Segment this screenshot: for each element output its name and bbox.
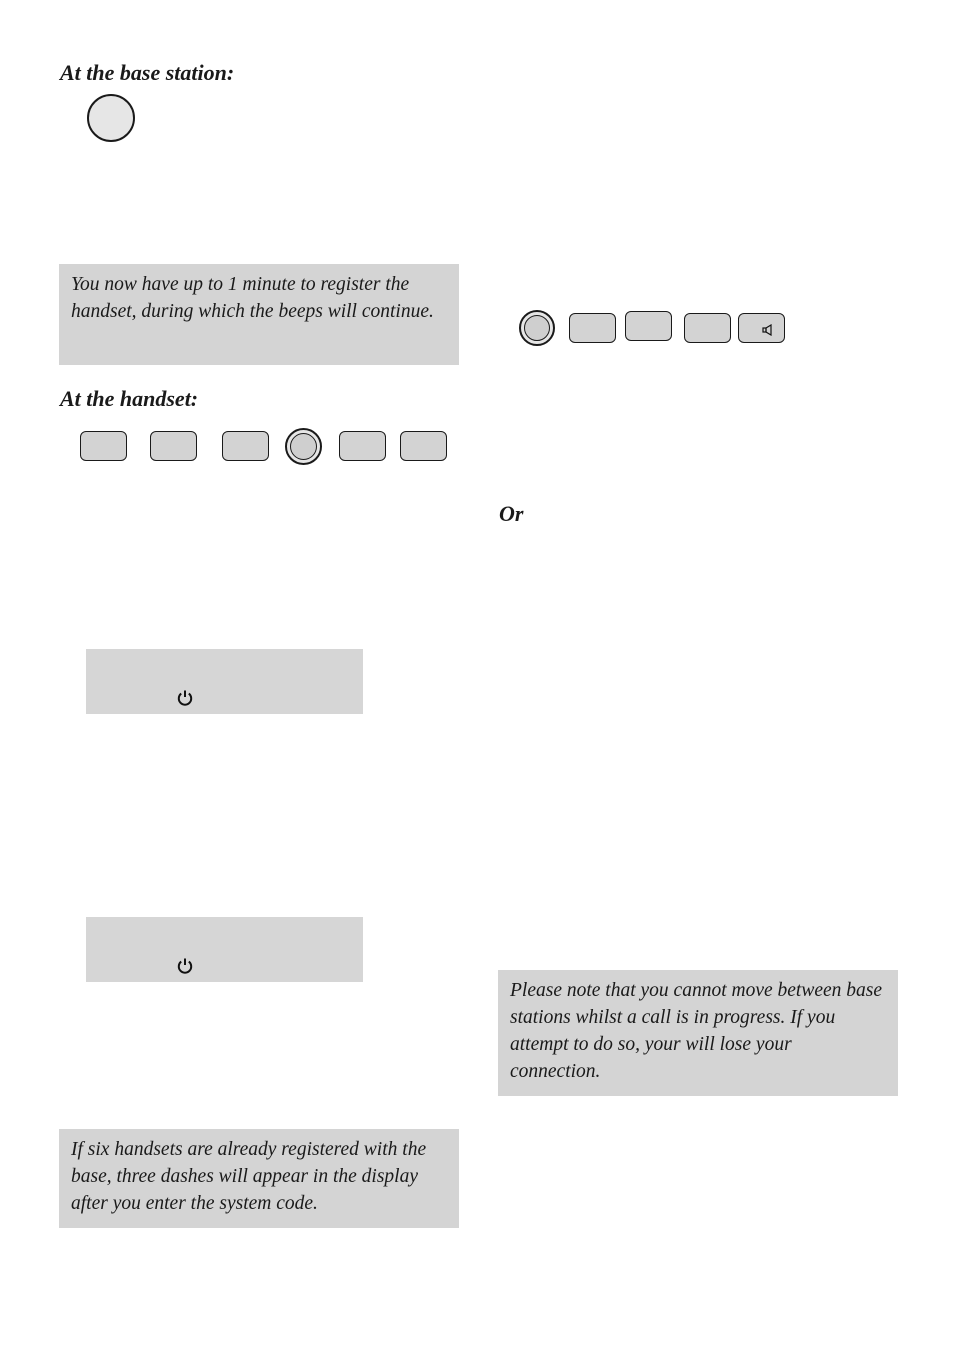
handset-key-5[interactable] <box>400 431 447 461</box>
register-time-note: You now have up to 1 minute to register the handset, during which the beeps will continue. <box>59 264 459 365</box>
handset-display-2 <box>86 917 363 982</box>
base-key-2[interactable] <box>625 311 672 341</box>
base-round-key[interactable] <box>519 310 555 346</box>
base-key-1[interactable] <box>569 313 616 343</box>
handset-key-2[interactable] <box>150 431 197 461</box>
power-icon <box>176 957 194 975</box>
handset-key-1[interactable] <box>80 431 127 461</box>
power-icon <box>176 689 194 707</box>
base-page-button[interactable] <box>87 94 135 142</box>
or-heading: Or <box>499 501 524 526</box>
base-speaker-key[interactable] <box>738 313 785 343</box>
six-handsets-note: If six handsets are already registered with the base, three dashes will appear in the display after you enter the system code. <box>59 1129 459 1228</box>
base-station-heading: At the base station: <box>60 60 235 85</box>
base-key-3[interactable] <box>684 313 731 343</box>
handset-display-1 <box>86 649 363 714</box>
move-between-note: Please note that you cannot move between base stations whilst a call is in progress. If you attempt to do so, your will lose your connection. <box>498 970 898 1096</box>
speaker-icon <box>762 324 776 336</box>
handset-heading: At the handset: <box>60 386 199 411</box>
handset-key-3[interactable] <box>222 431 269 461</box>
handset-round-key[interactable] <box>285 428 322 465</box>
handset-key-4[interactable] <box>339 431 386 461</box>
